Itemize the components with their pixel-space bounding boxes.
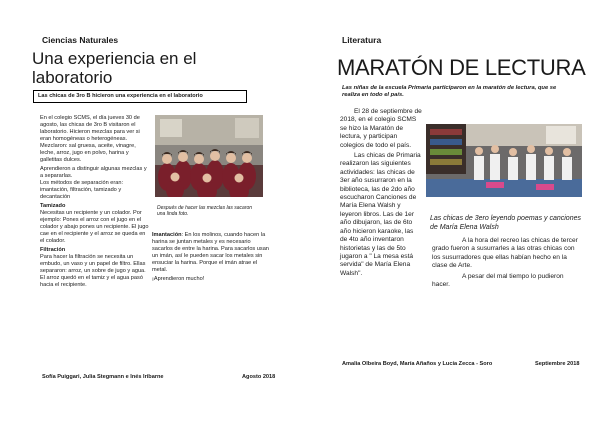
imantacion-title: Imantación: [152, 232, 182, 238]
left-footer-date: Agosto 2018: [242, 374, 276, 380]
right-title: MARATÓN DE LECTURA: [337, 55, 586, 80]
reading-photo-caption: Las chicas de 3ero leyendo poemas y canciones de María Elena Walsh: [430, 215, 581, 231]
right-footer-authors: Amalia Olbeira Boyd, María Añaños y Lucía Zecca - Soro: [342, 361, 493, 367]
filtracion-text: Para hacer la filtración se necesita un embudo, un vaso y un papel de filtro. Ellas separaron: arroz, un sobre de jugo y agua. El arroz quedó en el tamiz y el agua pasó hacia el recipiente.: [40, 254, 146, 288]
right-section-label: Literatura: [342, 35, 382, 45]
right-col1-p1: El 28 de septiembre de 2018, en el colegio SCMS se hizo la Maratón de lectura, y participan colegios de todo el país.: [340, 108, 422, 149]
tamizado-title: Tamizado: [40, 203, 66, 209]
left-intro: En el colegio SCMS, el día jueves 30 de agosto, las chicas de 3ro B visitaron el laboratorio. Hicieron mezclas para ver si eran homogéneas o heterogéneas. Mezclaron: sal gruesa, aceite, vinagre, leche, arroz, jugo en polvo, harina y galletitas dulces.: [40, 115, 140, 163]
right-column-1: [340, 108, 422, 280]
tamizado-text: Necesitas un recipiente y un colador. Por ejemplo: Pones el arroz con el jugo en el colador y abajo pones un recipiente. El jugo cae en el recipiente y el arroz se queda en el colador.: [40, 210, 149, 244]
filtracion-title: Filtración: [40, 247, 66, 253]
lab-photo: [155, 115, 263, 197]
left-aprendieron: Aprendieron a distinguir algunas mezclas y a separarlas.: [40, 166, 147, 179]
right-col1-p2: Las chicas de Primaria realizaron las siguientes actividades: las chicas de 3er año susurraron en la biblioteca, las de 2do año escucharon Canciones de María Elena Walsh y leyeron libros. Las de 1er año dibujaron, las de 6to año hicieron karaoke, las de 4to año inventaron historietas y las de 5to jugaron a " La mesa está servida" de María Elena Walsh".: [340, 152, 421, 277]
imantacion-text: : En los molinos, cuando hacen la harina se juntan metales y es necesario sacarlos de entre la harina. Para sacarlos usan un imán, así le pueden sacar los metales sin ensuciar la harina. Porque el imán atrae el metal.: [152, 232, 269, 273]
right-column-2: [432, 237, 582, 291]
left-column-1: [40, 115, 150, 291]
lab-photo-caption: Después de hacer las mezclas las sacaron una linda foto.: [157, 205, 253, 217]
imantacion-paragraph: [152, 232, 270, 274]
lab-photo-image: [155, 115, 263, 197]
right-subtitle: Las niñas de la escuela Primaria participaron en la maratón de lectura, que se realiza en todo el país.: [342, 85, 557, 98]
left-footer-authors: Sofía Puiggari, Julia Stegmann e Inés Iribarne: [42, 374, 164, 380]
left-column-2: [152, 232, 270, 285]
right-col2-p2: A pesar del mal tiempo lo pudieron hacer.: [432, 272, 564, 289]
left-title-line2: laboratorio: [32, 68, 113, 87]
right-footer-date: Septiembre 2018: [535, 361, 580, 367]
left-title-line1: Una experiencia en el: [32, 49, 197, 68]
left-section-label: Ciencias Naturales: [42, 35, 119, 45]
left-closing: ¡Aprendieron mucho!: [152, 276, 205, 282]
reading-photo-image: [426, 124, 582, 197]
left-metodos: Los métodos de separación eran: imantación, filtración, tamizado y decantación: [40, 180, 124, 200]
reading-photo: [426, 124, 582, 197]
right-col2-p1: A la hora del recreo las chicas de tercer grado fueron a susurrarles a las otras chicas con los susurradores que ellas habían hecho en la clase de Arte.: [432, 237, 578, 270]
left-title: [32, 49, 196, 87]
left-subtitle-box: Las chicas de 3ro B hicieron una experiencia en el laboratorio: [33, 90, 247, 103]
